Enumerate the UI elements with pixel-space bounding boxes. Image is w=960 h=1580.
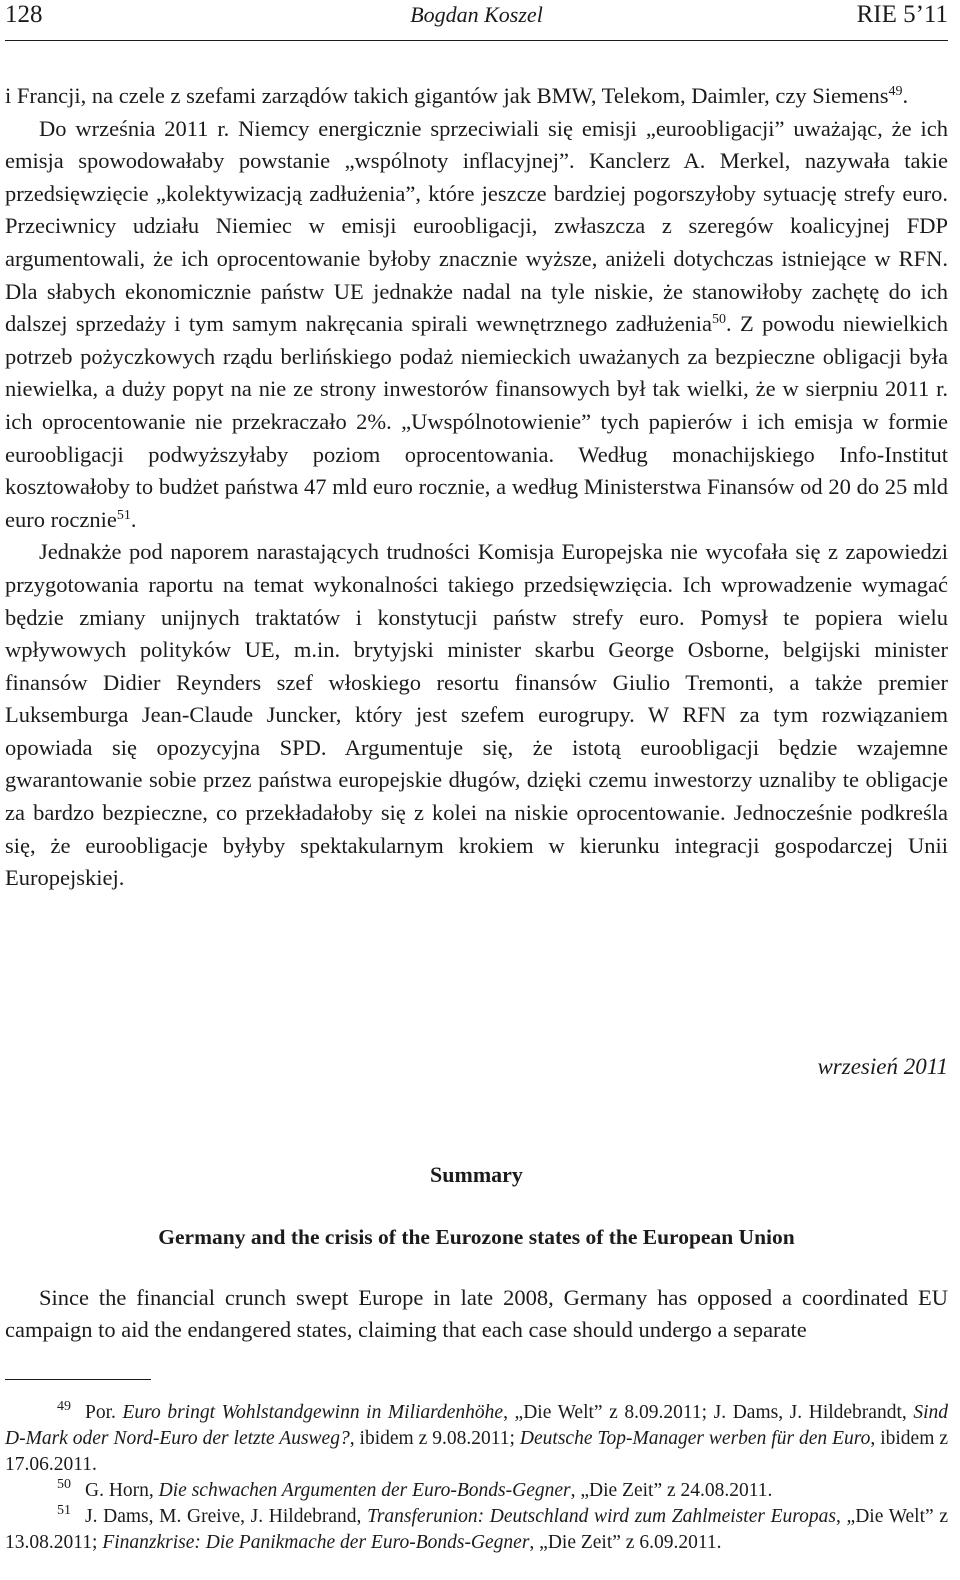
footnote-49: 49 Por. Euro bringt Wohlstandgewinn in Miliardenhöhe, „Die Welt” z 8.09.2011; J. Dams, J. Hildebrandt, Sind D-Mark oder Nord-Euro der letzte Ausweg?, ibidem z 9.08.2011; Deutsche Top-Manager werben für den Euro, ibidem z 17.06.2011. [5, 1399, 949, 1475]
article-date: wrzesień 2011 [817, 1054, 948, 1079]
summary-body [5, 1282, 948, 1346]
footnote-text: , „Die Welt” z 8.09.2011; J. Dams, J. Hildebrandt, [503, 1402, 914, 1423]
page-number: 128 [5, 1, 43, 28]
footnote-source-title: Euro bringt Wohlstandgewinn in Miliardenhöhe [122, 1402, 504, 1423]
footnote-source-title: Finanzkrise: Die Panikmache der Euro-Bonds-Gegner [102, 1532, 530, 1553]
paragraph-1-text: i Francji, na czele z szefami zarządów takich gigantów jak BMW, Telekom, Daimler, czy Siemens [5, 83, 889, 108]
footnote-source-title: Deutsche Top-Manager werben für den Euro [519, 1428, 871, 1449]
footnote-51: 51 J. Dams, M. Greive, J. Hildebrand, Transferunion: Deutschland wird zum Zahlmeister Europas, „Die Welt” z 13.08.2011; Finanzkrise: Die Panikmache der Euro-Bonds-Gegner, „Die Zeit” z 6.09.2011. [5, 1503, 948, 1553]
paragraph-2-text-c: . [130, 506, 137, 532]
footnote-text: , ibidem z 9.08.2011; [349, 1428, 520, 1449]
footnote-text: Por. [85, 1402, 123, 1423]
journal-issue: RIE 5’11 [856, 1, 948, 28]
footnote-text: , „Die Welt” z 13.08.2011; [5, 1506, 948, 1553]
summary-title: Germany and the crisis of the Eurozone states of the European Union [158, 1225, 795, 1249]
paragraph-1-end: . [902, 83, 909, 108]
footnote-ref-49[interactable]: 49 [888, 84, 903, 99]
footnote-text: J. Dams, M. Greive, J. Hildebrand, [85, 1506, 368, 1527]
footnote-source-title: Die schwachen Argumenten der Euro-Bonds-Gegner [158, 1480, 571, 1501]
main-text [5, 80, 948, 895]
footnote-source-title: Sind D-Mark oder Nord-Euro der letzte Ausweg? [5, 1402, 949, 1449]
running-author: Bogdan Koszel [410, 2, 543, 27]
footnotes [5, 1400, 948, 1556]
paragraph-2-text-a: Do września 2011 r. Niemcy energicznie sprzeciwiali się emisji „euroobligacji” uważając, że ich emisja spowodowałaby powstanie „wspólnoty inflacyjnej”. Kanclerz A. Merkel, nazywała takie przedsięwzięcie „kolektywizacją zadłużenia”, które jeszcze bardziej pogorszyłoby sytuację strefy euro. Przeciwnicy udziału Niemiec w emisji euroobligacji, zwłaszcza z szeregów koalicyjnej FDP argumentowali, że ich oprocentowanie byłoby znacznie wyższe, aniżeli dotychczas istniejące w RFN. Dla słabych ekonomicznie państw UE jednakże nadal na tyle niskie, że stanowiłoby zachętę do ich dalszej sprzedaży i tym samym nakręcania spirali wewnętrznego zadłużenia [5, 115, 948, 337]
footnote-ref-50[interactable]: 50 [711, 312, 726, 328]
paragraph-2 [5, 113, 948, 537]
footnote-text: , ibidem z 17.06.2011. [5, 1428, 948, 1475]
paragraph-3: Jednakże pod naporem narastających trudności Komisja Europejska nie wycofała się z zapowiedzi przygotowania raportu na temat wykonalności takiego przedsięwzięcia. Ich wprowadzenie wymagać będzie zmiany unijnych traktatów i konstytucji państw strefy euro. Pomysł te popiera wielu wpływowych polityków UE, m.in. brytyjski minister skarbu George Osborne, belgijski minister finansów Didier Reynders szef włoskiego resortu finansów Giulio Tremonti, a także premier Luksemburga Jean-Claude Juncker, który jest szefem eurogrupy. W RFN za tym rozwiązaniem opowiada się opozycyjna SPD. Argumentuje się, że istotą euroobligacji będzie wzajemne gwarantowanie sobie przez państwa europejskie długów, dzięki czemu inwestorzy uznaliby te obligacje za bardzo bezpieczne, co przekładałoby się z kolei na niskie oprocentowanie. Jednocześnie podkreśla się, że euroobligacje byłyby spektakularnym krokiem w kierunku integracji gospodarczej Unii Europejskiej. [5, 539, 948, 891]
header-divider [5, 40, 948, 41]
paragraph-1 [5, 80, 948, 113]
footnote-50: 50 G. Horn, Die schwachen Argumenten der Euro-Bonds-Gegner, „Die Zeit” z 24.08.2011. [57, 1477, 773, 1501]
summary-heading: Summary [430, 1162, 523, 1187]
running-header [5, 0, 948, 40]
paragraph-2-text-b: . Z powodu niewielkich potrzeb pożyczkowych rządu berlińskiego podaż niemieckich uważanych za bezpieczne obligacji była niewielka, a duży popyt na nie ze strony inwestorów finansowych był tak wielki, że w sierpniu 2011 r. ich oprocentowanie nie przekraczało 2%. „Uwspólnotowienie” tych papierów i ich emisja w formie euroobligacji podwyższyłaby poziom oprocentowania. Według monachijskiego Info-Institut kosztowałoby to budżet państwa 47 mld euro rocznie, a według Ministerstwa Finansów od 20 do 25 mld euro rocznie [5, 311, 948, 532]
summary-paragraph: Since the financial crunch swept Europe in late 2008, Germany has opposed a coordinated EU campaign to aid the endangered states, claiming that each case should undergo a separate [5, 1285, 948, 1342]
footnote-text: , „Die Zeit” z 6.09.2011. [529, 1532, 722, 1553]
footnote-ref-51[interactable]: 51 [116, 507, 131, 523]
footnote-text: G. Horn, [85, 1480, 159, 1501]
footnote-text: , „Die Zeit” z 24.08.2011. [570, 1480, 773, 1501]
footnote-source-title: Transferunion: Deutschland wird zum Zahlmeister Europas [367, 1506, 836, 1527]
footnote-divider [5, 1379, 151, 1380]
